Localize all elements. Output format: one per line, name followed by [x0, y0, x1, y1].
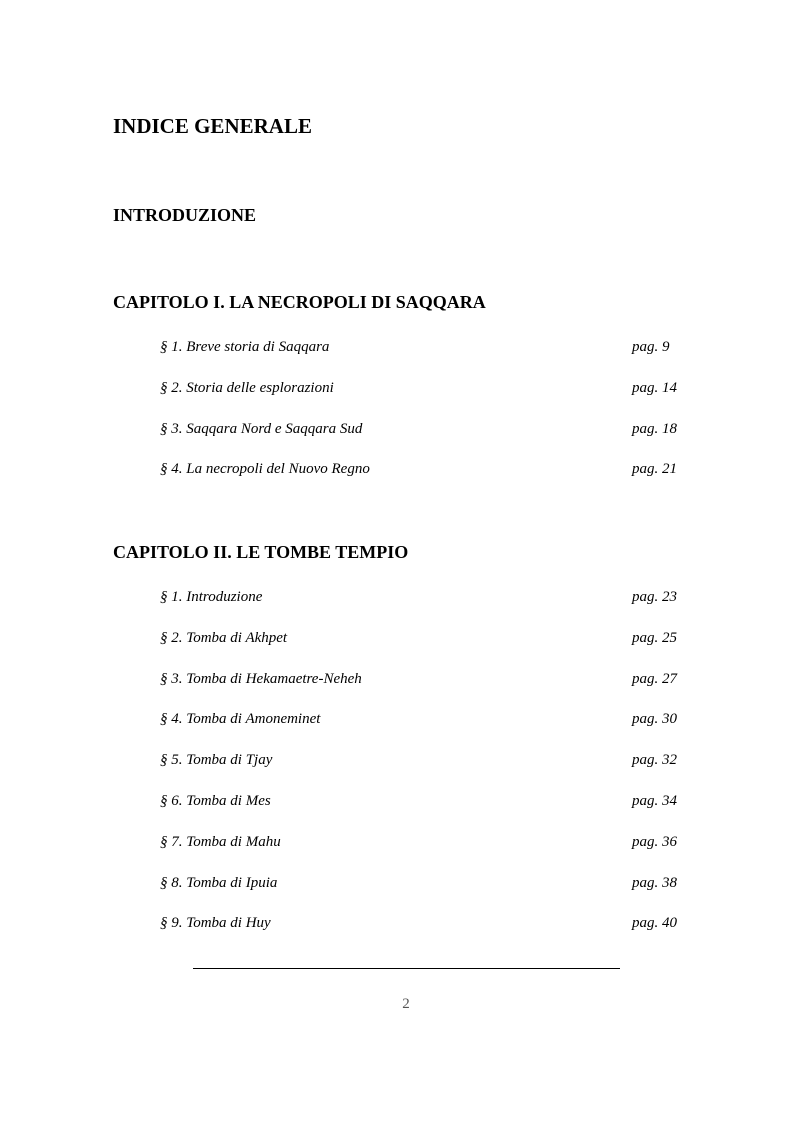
toc-entry-title: § 4. La necropoli del Nuovo Regno: [160, 461, 370, 478]
chapter-2-toc-list: [160, 588, 682, 955]
toc-entry-title: § 5. Tomba di Tjay: [160, 752, 273, 769]
toc-entry-page: pag. 27: [632, 670, 677, 687]
toc-entry-page: pag. 23: [632, 589, 677, 605]
toc-entry-page: pag. 36: [632, 833, 677, 850]
toc-entry: [160, 338, 682, 379]
toc-entry-page: pag. 18: [632, 420, 677, 437]
toc-entry: [160, 751, 682, 792]
toc-entry-page: pag. 30: [632, 711, 677, 728]
toc-entry-page: pag. 32: [632, 752, 677, 769]
toc-entry-page: pag. 38: [632, 874, 677, 891]
toc-entry-title: § 4. Tomba di Amoneminet: [160, 711, 321, 728]
toc-entry-title: § 2. Storia delle esplorazioni: [160, 379, 334, 396]
toc-entry-title: § 8. Tomba di Ipuia: [160, 874, 278, 891]
toc-entry: [160, 874, 682, 915]
toc-entry-page: pag. 25: [632, 629, 677, 646]
footer-divider: [193, 968, 620, 969]
page-title: INDICE GENERALE: [113, 114, 312, 138]
toc-entry: [160, 460, 682, 501]
toc-entry-page: pag. 21: [632, 461, 677, 478]
toc-entry-title: § 1. Introduzione: [160, 589, 263, 605]
toc-entry-page: pag. 9: [632, 339, 670, 355]
toc-entry-title: § 3. Saqqara Nord e Saqqara Sud: [160, 420, 363, 437]
toc-entry-title: § 1. Breve storia di Saqqara: [160, 339, 330, 355]
toc-entry: [160, 710, 682, 751]
toc-entry: [160, 420, 682, 461]
chapter-2-heading: CAPITOLO II. LE TOMBE TEMPIO: [113, 542, 409, 562]
toc-entry-title: § 2. Tomba di Akhpet: [160, 629, 288, 646]
toc-entry: [160, 379, 682, 420]
toc-entry-page: pag. 14: [632, 379, 677, 396]
page-number: 2: [402, 996, 410, 1012]
toc-entry: [160, 833, 682, 874]
introduction-heading: INTRODUZIONE: [113, 205, 257, 225]
toc-entry-page: pag. 40: [632, 915, 677, 932]
toc-entry: [160, 792, 682, 833]
chapter-1-toc-list: [160, 338, 682, 501]
toc-entry-title: § 9. Tomba di Huy: [160, 915, 271, 932]
toc-entry-title: § 3. Tomba di Hekamaetre-Neheh: [160, 670, 362, 687]
toc-entry-title: § 6. Tomba di Mes: [160, 792, 271, 809]
toc-entry: [160, 914, 682, 955]
toc-entry-title: § 7. Tomba di Mahu: [160, 833, 281, 850]
chapter-1-heading: CAPITOLO I. LA NECROPOLI DI SAQQARA: [113, 292, 486, 312]
toc-entry: [160, 588, 682, 629]
toc-entry-page: pag. 34: [632, 792, 677, 809]
toc-entry: [160, 670, 682, 711]
toc-entry: [160, 629, 682, 670]
